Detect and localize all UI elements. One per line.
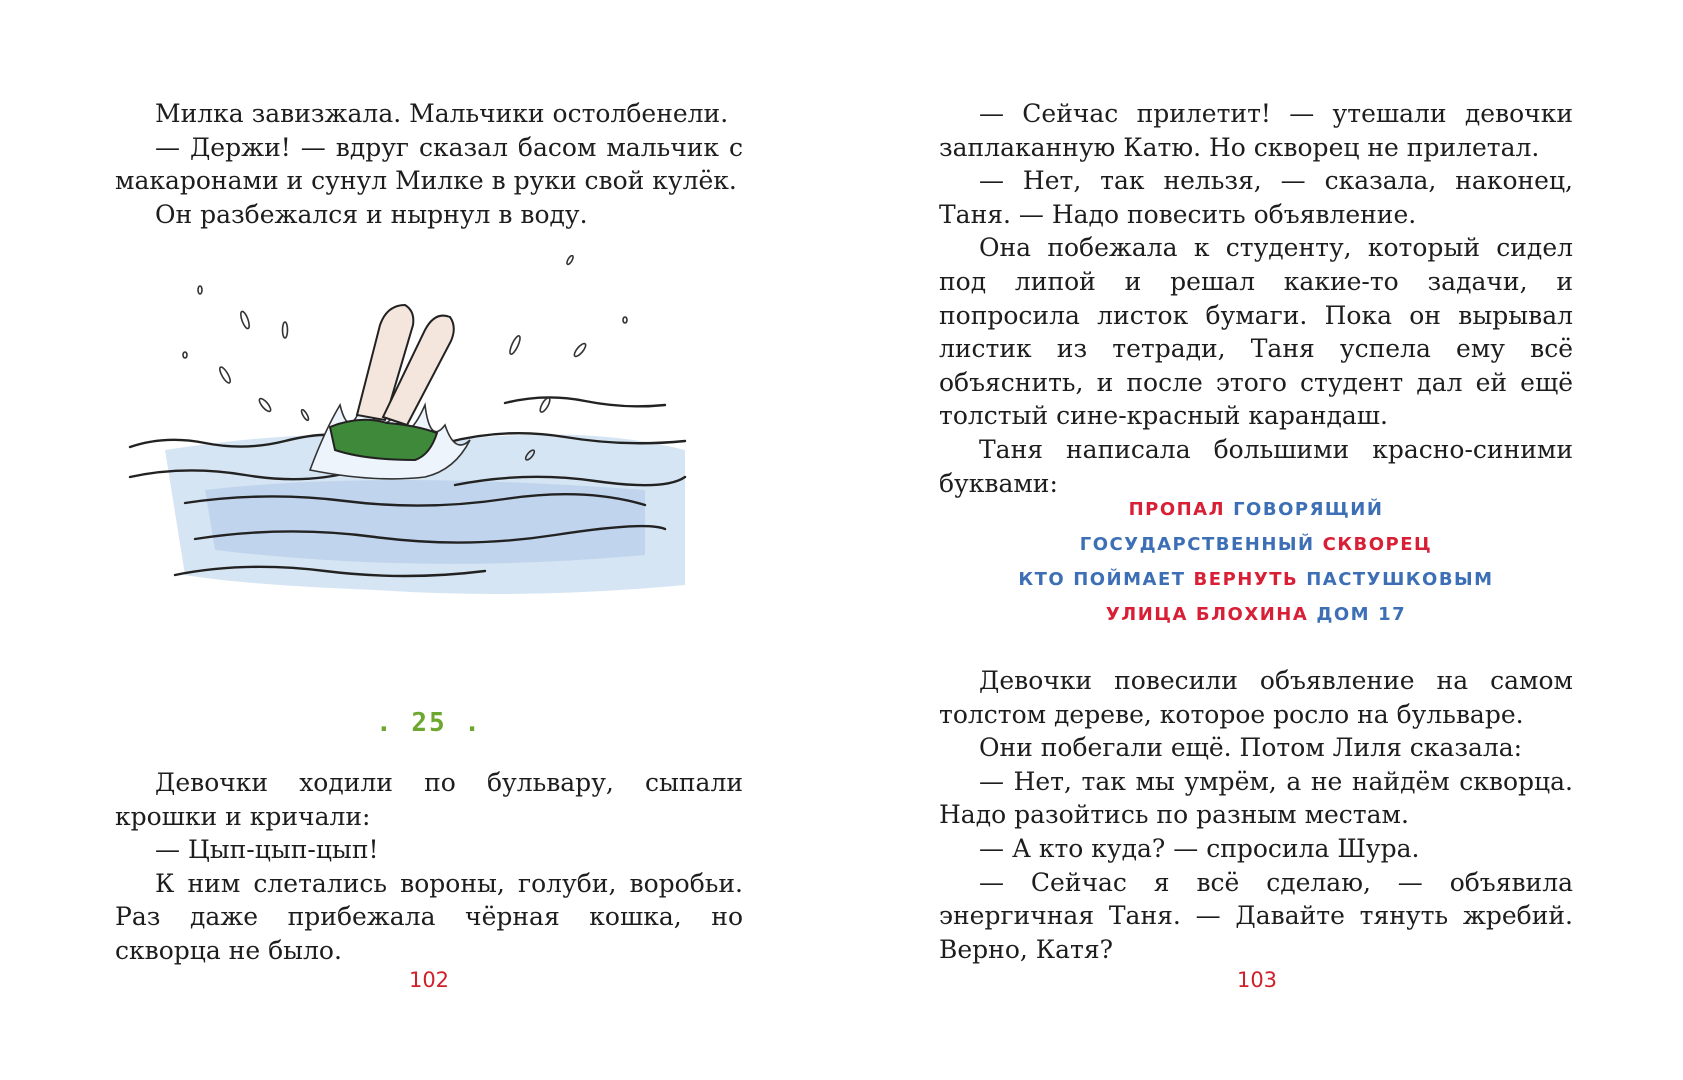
paragraph: Таня написала большими красно-синими буквами: [939,434,1573,498]
notice-line [939,597,1573,632]
page-number: 103 [1236,968,1278,992]
notice-word: ПАСТУШКОВЫМ [1306,569,1494,590]
handwritten-notice [939,492,1573,632]
right-top-text [939,97,1573,500]
chapter-number: . 25 . [376,708,482,738]
paragraph: Девочки повесили объявление на самом толстом дереве, которое росло на бульваре. [939,666,1573,729]
paragraph: — Нет, так нельзя, — сказала, наконец, Таня. — Надо повесить объявление. [939,166,1573,229]
paragraph: Милка завизжала. Мальчики остолбенели. [155,99,729,128]
paragraph: Она побежала к студенту, который сидел под липой и решал какие-то задачи, и попросила листок бумаги. Пока он вырывал листик из тетради, Таня успела ему всё объяснить, и после этого студент дал ей ещё толстый сине-красный карандаш. [939,233,1573,431]
paragraph: — Нет, так мы умрём, а не найдём скворца. Надо разойтись по разным местам. [939,766,1573,830]
paragraph: Они побегали ещё. Потом Лиля сказала: [979,733,1523,763]
right-bottom-text [939,664,1573,966]
notice-line [939,492,1573,527]
notice-word: ГОВОРЯЩИЙ [1233,499,1384,520]
paragraph: Девочки ходили по бульвару, сыпали крошки и кричали: [115,768,743,831]
notice-word: ПРОПАЛ [1128,499,1226,520]
paragraph: — Держи! — вдруг сказал басом мальчик с макаронами и сунул Милке в руки свой кулёк. [115,132,743,196]
notice-word: УЛИЦА [1105,604,1188,625]
notice-word: 17 [1378,604,1407,625]
page-number: 102 [408,968,450,992]
notice-word: ВЕРНУТЬ [1193,569,1299,590]
right-page [842,0,1683,1080]
paragraph: К ним слетались вороны, голуби, воробьи. Раз даже прибежала чёрная кошка, но скворца не было. [115,868,743,965]
paragraph: — А кто куда? — спросила Шура. [979,833,1420,863]
paragraph: — Цып-цып-цып! [155,835,379,865]
notice-word: БЛОХИНА [1195,604,1309,625]
notice-word: КТО [1018,569,1066,590]
notice-word: ДОМ [1316,604,1371,625]
paragraph: Он разбежался и нырнул в воду. [155,199,588,229]
diving-boy-splash-icon [125,255,745,655]
paragraph: — Сейчас я всё сделаю, — объявила энергичная Таня. — Давайте тянуть жребий. Верно, Катя? [939,867,1573,964]
paragraph: — Сейчас прилетит! — утешали девочки заплаканную Катю. Но скворец не прилетал. [939,99,1573,162]
notice-line [939,562,1573,597]
left-bottom-text [115,766,743,968]
notice-line [939,527,1573,562]
left-top-text [115,97,743,231]
notice-word: ПОЙМАЕТ [1073,569,1186,590]
notice-word: СКВОРЕЦ [1322,534,1433,555]
notice-word: ГОСУДАРСТВЕННЫЙ [1079,534,1315,555]
